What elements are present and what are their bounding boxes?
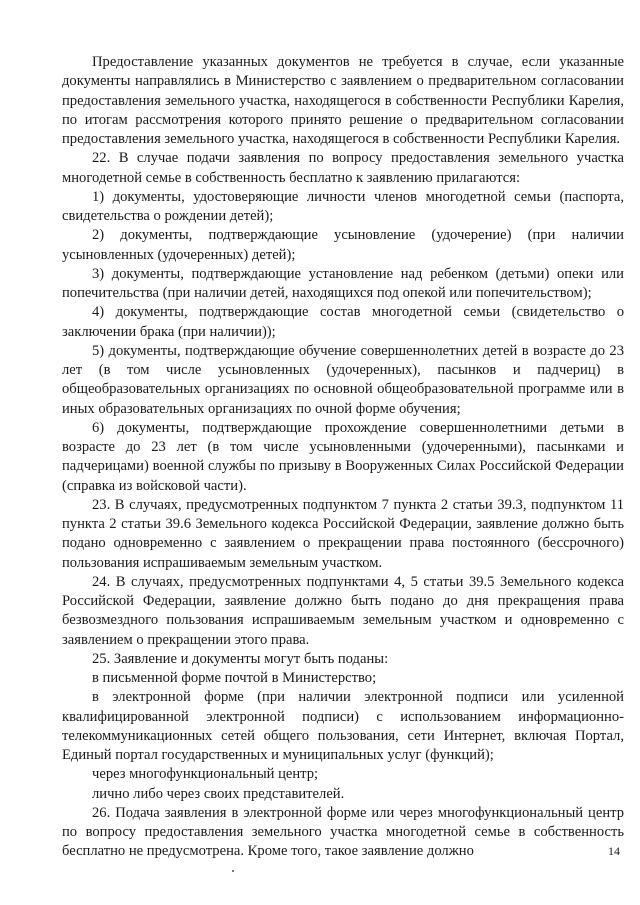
- paragraph-22-intro: 22. В случае подачи заявления по вопросу предоставления земельного участка многодетной семье в собственность бесплатно к заявлению прилагаются:: [62, 150, 624, 186]
- submission-method-post: в письменной форме почтой в Министерство;: [92, 670, 377, 686]
- list-item-3-guardianship-documents: 3) документы, подтверждающие установление над ребенком (детьми) опеки или попечительства (при наличии детей, находящихся под опекой или попечительством);: [62, 265, 624, 301]
- list-item-4-family-composition: 4) документы, подтверждающие состав многодетной семьи (свидетельство о заключении брака (при наличии));: [62, 304, 624, 340]
- list-item-2-adoption-documents: 2) документы, подтверждающие усыновление (удочерение) (при наличии усыновленных (удочеренных) детей);: [62, 227, 624, 263]
- paragraph-25-intro: 25. Заявление и документы могут быть поданы:: [92, 650, 389, 667]
- document-body: [62, 53, 624, 862]
- list-item-1-identity-documents: 1) документы, удостоверяющие личности членов многодетной семьи (паспорта, свидетельства о рождении детей);: [62, 188, 624, 224]
- submission-method-electronic: в электронной форме (при наличии электронной подписи или усиленной квалифицированной электронной подписи) с использованием информационно-телекоммуникационных сетей общего пользования, сети Интернет, включая Портал, Единый портал государственных и муниципальных услуг (функций);: [62, 689, 624, 763]
- submission-method-in-person: лично либо через своих представителей.: [92, 785, 345, 802]
- paragraph-documents-not-required: Предоставление указанных документов не требуется в случае, если указанные документы направлялись в Министерство с заявлением о предварительном согласовании предоставления земельного участка, находящегося в собственности Республики Карелия, по итогам рассмотрения которого принято решение о предварительном согласовании предоставления земельного участка, находящегося в собственности Республики Карелия.: [62, 54, 624, 147]
- submission-method-mfc: через многофункциональный центр;: [92, 766, 319, 783]
- page-number: 14: [608, 844, 620, 858]
- paragraph-24: 24. В случаях, предусмотренных подпунктами 4, 5 статьи 39.5 Земельного кодекса Российской Федерации, заявление должно быть подано до дня прекращения права безвозмездного пользования испрашиваемым земельным участком и одновременно с заявлением о прекращении этого права.: [62, 573, 624, 648]
- scan-speck: [232, 870, 234, 872]
- paragraph-23: 23. В случаях, предусмотренных подпунктом 7 пункта 2 статьи 39.3, подпунктом 11 пункта 2 статьи 39.6 Земельного кодекса Российской Федерации, заявление должно быть подано одновременно с заявлением о прекращении права постоянного (бессрочного) пользования испрашиваемым земельным участком.: [62, 496, 624, 571]
- paragraph-26: 26. Подача заявления в электронной форме или через многофункциональный центр по вопросу предоставления земельного участка многодетной семье в собственность бесплатно не предусмотрена. Кроме того, такое заявление должно: [62, 804, 624, 860]
- list-item-6-military-service: 6) документы, подтверждающие прохождение совершеннолетними детьми в возрасте до 23 лет (в том числе усыновленными (удочеренными), пасынками и падчерицами) военной службы по призыву в Вооруженных Силах Российской Федерации (справка из войсковой части).: [62, 419, 624, 494]
- list-item-5-education-documents: 5) документы, подтверждающие обучение совершеннолетних детей в возрасте до 23 лет (в том числе усыновленных (удочеренных), пасынков и падчериц) в общеобразовательных организациях по основной общеобразовательной программе или в иных образовательных организациях по очной форме обучения;: [62, 342, 624, 417]
